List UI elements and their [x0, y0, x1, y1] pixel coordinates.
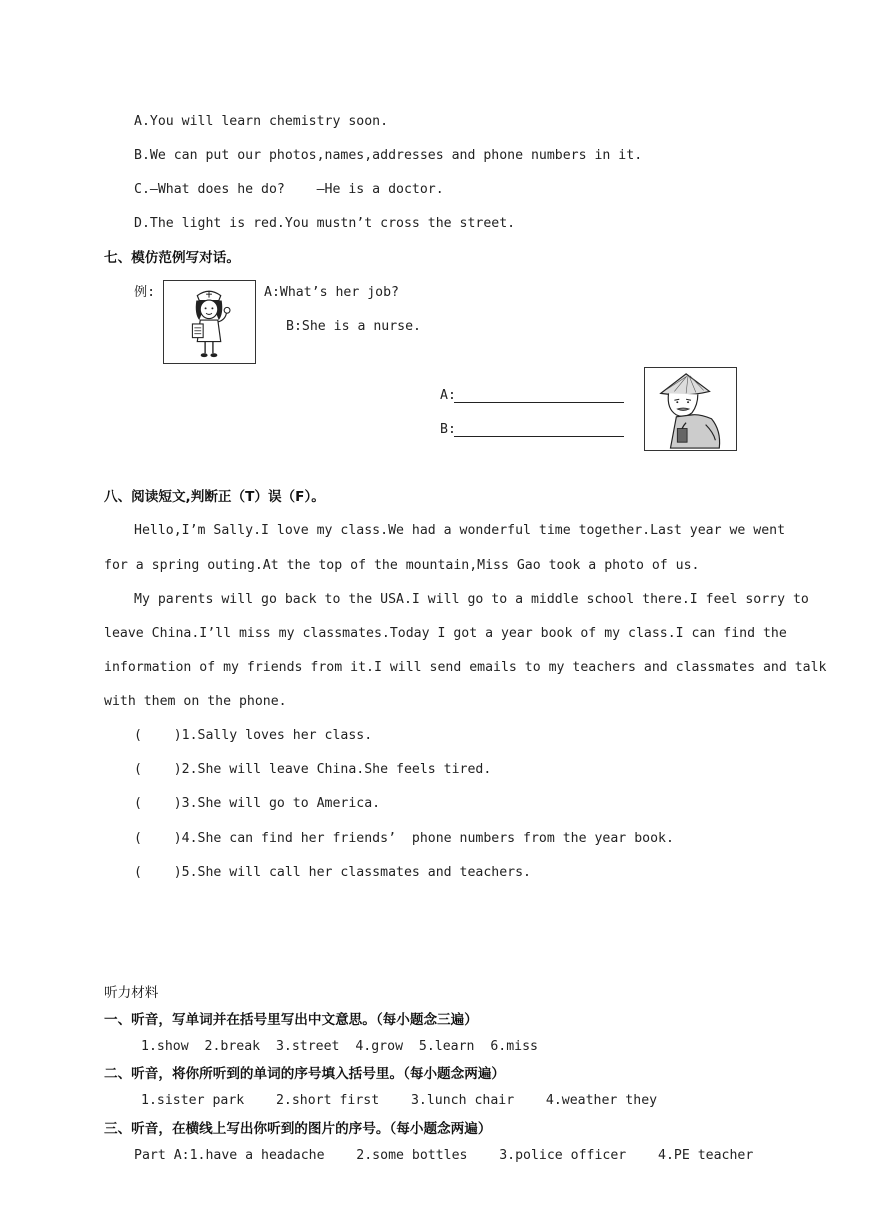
tf-item-2[interactable]: ( )2.She will leave China.She feels tired. [134, 762, 492, 777]
listening-part1-heading: 一、听音，写单词并在括号里写出中文意思。（每小题念三遍） [104, 1012, 478, 1028]
example-question: A:What’s her job? [264, 285, 399, 300]
listening-part1-words: 1.show 2.break 3.street 4.grow 5.learn 6.miss [141, 1039, 538, 1054]
option-b: B.We can put our photos,names,addresses and phone numbers in it. [134, 148, 643, 163]
blank-b-line[interactable] [454, 436, 624, 437]
passage-p2-line2: leave China.I’ll miss my classmates.Today I got a year book of my class.I can find the [104, 626, 787, 641]
blank-b-label: B: [440, 422, 456, 437]
option-a: A.You will learn chemistry soon. [134, 114, 389, 129]
option-d: D.The light is red.You mustn’t cross the street. [134, 216, 516, 231]
passage-p1-line2: for a spring outing.At the top of the mountain,Miss Gao took a photo of us. [104, 558, 700, 573]
farmer-picture [644, 367, 737, 451]
passage-p2-line4: with them on the phone. [104, 694, 287, 709]
passage-p2-line1: My parents will go back to the USA.I will go to a middle school there.I feel sorry to [134, 592, 809, 607]
example-label: 例: [134, 285, 156, 300]
listening-part2-heading: 二、听音，将你所听到的单词的序号填入括号里。（每小题念两遍） [104, 1066, 506, 1082]
listening-title: 听力材料 [104, 985, 159, 1001]
tf-item-1[interactable]: ( )1.Sally loves her class. [134, 728, 373, 743]
section8-heading: 八、阅读短文,判断正（T）误（F）。 [104, 489, 325, 505]
blank-a-line[interactable] [454, 402, 624, 403]
tf-item-5[interactable]: ( )5.She will call her classmates and teachers. [134, 865, 531, 880]
tf-item-3[interactable]: ( )3.She will go to America. [134, 796, 381, 811]
nurse-icon [164, 281, 255, 363]
example-answer: B:She is a nurse. [286, 319, 421, 334]
listening-part3-heading: 三、听音，在横线上写出你听到的图片的序号。（每小题念两遍） [104, 1121, 492, 1137]
nurse-picture [163, 280, 256, 364]
farmer-icon [645, 368, 736, 450]
passage-p1-line1: Hello,I’m Sally.I love my class.We had a wonderful time together.Last year we went [134, 523, 786, 538]
section7-heading: 七、模仿范例写对话。 [104, 250, 240, 266]
tf-item-4[interactable]: ( )4.She can find her friends’ phone numbers from the year book. [134, 831, 674, 846]
option-c: C.—What does he do? —He is a doctor. [134, 182, 444, 197]
blank-a-label: A: [440, 388, 456, 403]
passage-p2-line3: information of my friends from it.I will send emails to my teachers and classmates and talk [104, 660, 827, 675]
listening-part2-words: 1.sister park 2.short first 3.lunch chair 4.weather they [141, 1093, 658, 1108]
listening-part3-words: Part A:1.have a headache 2.some bottles 3.police officer 4.PE teacher [134, 1148, 754, 1163]
